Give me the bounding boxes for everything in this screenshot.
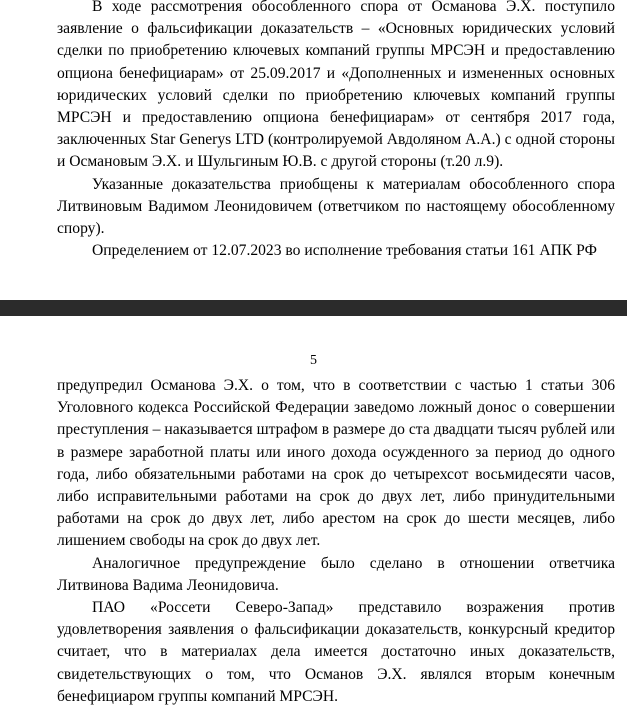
document-page-top: [0, 0, 627, 300]
page-top-text-block: [57, 0, 615, 262]
paragraph-ruling-date: Определением от 12.07.2023 во исполнение требования статьи 161 АПК РФ: [92, 242, 597, 260]
paragraph-similar-warning: Аналогичное предупреждение было сделано в отношении ответчика Литвинова Вадима Леонидовича.: [57, 554, 615, 594]
document-page-bottom: [0, 316, 627, 705]
page-bottom-text-block: [57, 375, 615, 708]
page-number: 5: [310, 353, 317, 368]
paragraph-evidence-attached: Указанные доказательства приобщены к материалам обособленного спора Литвиновым Вадимом Леонидовичем (ответчиком по настоящему обособленному спору).: [57, 175, 615, 238]
paragraph-rosseti-objection: ПАО «Россети Северо-Запад» представило возражения против удовлетворения заявления о фальсификации доказательств, конкурсный кредитор считает, что в материалах дела имеется достаточно иных доказательств, свидетельствующих о том, что Османов Э.Х. являлся вторым конечным бенефициаром группы компаний МРСЭН.: [57, 599, 615, 705]
paragraph-falsification-statement: В ходе рассмотрения обособленного спора от Османова Э.Х. поступило заявление о фальсификации доказательств – «Основных юридических условий сделки по приобретению ключевых компаний группы МРСЭН и предоставлению опциона бенефициарам» от 25.09.2017 и «Дополненных и измененных основных юридических условий сделки по приобретению ключевых компаний группы МРСЭН и предоставлению опциона бенефициарам» от сентября 2017 года, заключенных Star Generys LTD (контролируемой Авдоляном А.А.) с одной стороны и Османовым Э.Х. и Шульгиным Ю.В. с другой стороны (т.20 л.9).: [57, 0, 615, 171]
paragraph-criminal-code-warning: предупредил Османова Э.Х. о том, что в соответствии с частью 1 статьи 306 Уголовного кодекса Российской Федерации заведомо ложный донос о совершении преступления – наказывается штрафом в размере до ста двадцати тысяч рублей или в размере заработной платы или иного дохода осужденного за период до одного года, либо обязательными работами на срок до четырехсот восьмидесяти часов, либо исправительными работами на срок до двух лет, либо принудительными работами на срок до двух лет, либо арестом на срок до шести месяцев, либо лишением свободы на срок до двух лет.: [57, 377, 615, 550]
page-separator: [0, 300, 627, 316]
